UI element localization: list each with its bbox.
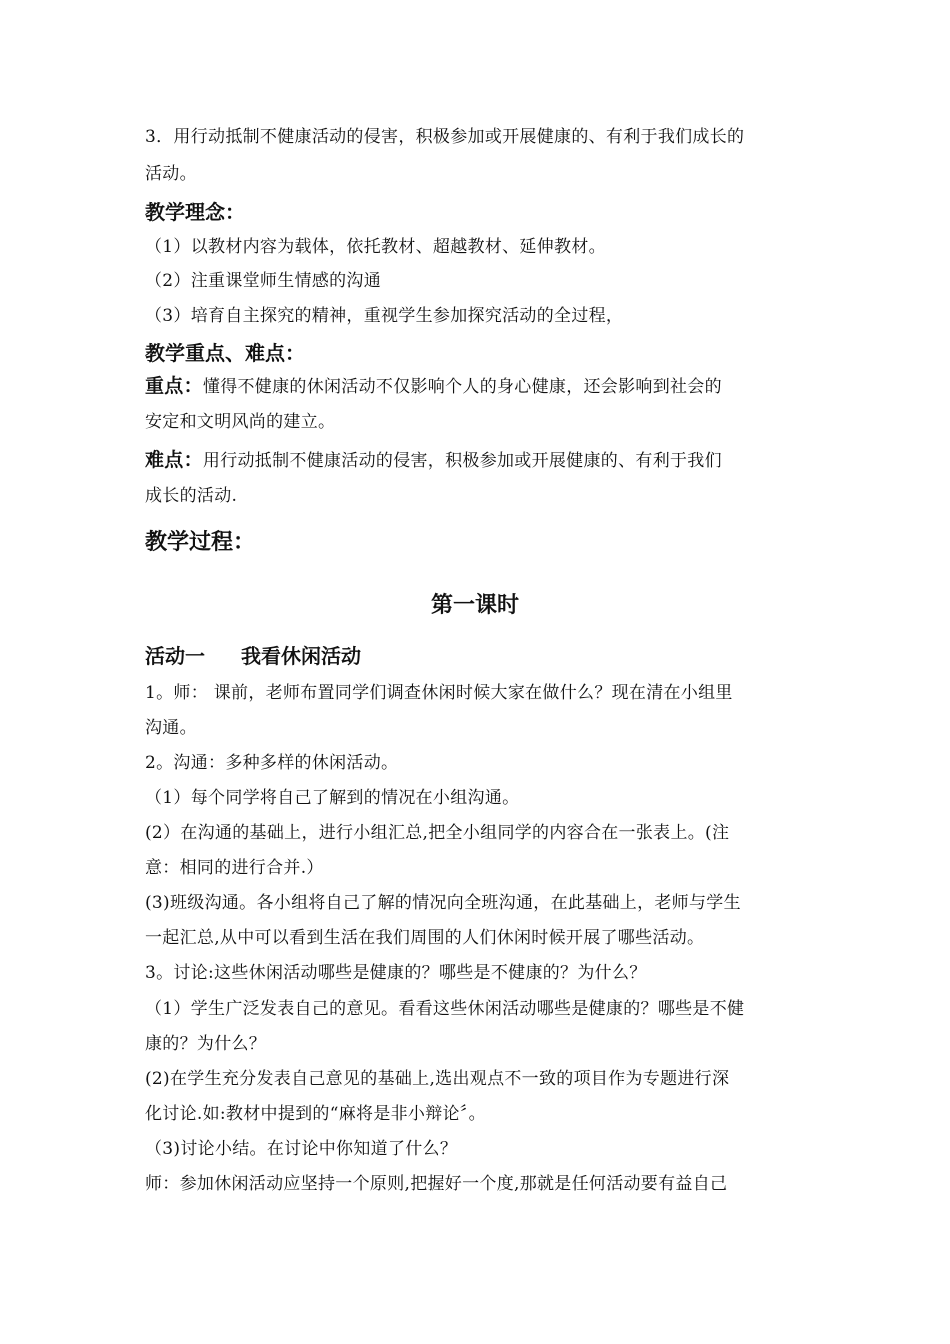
focus-text: 懂得不健康的休闲活动不仅影响个人的身心健康，还会影响到社会的 [202,377,722,397]
body-line: 康的？为什么？ [145,1034,267,1054]
body-line: （3)讨论小结。在讨论中你知道了什么？ [145,1139,458,1159]
goal-3-line-1: 3．用行动抵制不健康活动的侵害，积极参加或开展健康的、有利于我们成长的 [145,127,745,147]
lesson-title: 第一课时 [430,593,519,618]
focus-line-2: 安定和文明风尚的建立。 [145,412,336,432]
difficulty-line-2: 成长的活动. [145,486,238,506]
process-heading: 教学过程： [145,530,256,555]
philosophy-item-2: （2）注重课堂师生情感的沟通 [145,271,382,291]
activity-label: 活动一 [145,644,205,668]
body-line: 沟通。 [145,718,197,738]
body-line: 师：参加休闲活动应坚持一个原则,把握好一个度,那就是任何活动要有益自己 [145,1174,728,1194]
body-line: 意：相同的进行合并.） [145,858,324,878]
body-line: （1）学生广泛发表自己的意见。看看这些休闲活动哪些是健康的？哪些是不健 [145,999,745,1019]
difficulty-line-1 [145,449,810,472]
philosophy-item-1: （1）以教材内容为载体，依托教材、超越教材、延伸教材。 [145,237,606,257]
key-points-heading: 教学重点、难点： [145,341,305,365]
body-line: (3)班级沟通。各小组将自己了解的情况向全班沟通，在此基础上，老师与学生 [145,893,741,913]
goal-3-line-2: 活动。 [145,164,197,184]
activity-title: 我看休闲活动 [241,644,361,668]
body-line: 一起汇总,从中可以看到生活在我们周围的人们休闲时候开展了哪些活动。 [145,928,705,948]
body-line: (2）在沟通的基础上，进行小组汇总,把全小组同学的内容合在一张表上。(注 [145,823,730,843]
difficulty-text: 用行动抵制不健康活动的侵害，积极参加或开展健康的、有利于我们 [202,451,722,471]
philosophy-item-3: （3）培育自主探究的精神，重视学生参加探究活动的全过程， [145,306,624,326]
body-line: 2。沟通：多种多样的休闲活动。 [145,753,399,773]
difficulty-label: 难点： [145,449,203,471]
body-line: （1）每个同学将自己了解到的情况在小组沟通。 [145,788,520,808]
activity-heading [145,643,361,669]
focus-line-1 [145,375,810,398]
body-line: 1。师： 课前，老师布置同学们调查休闲时候大家在做什么？现在清在小组里 [145,683,733,703]
body-line: 3。讨论:这些休闲活动哪些是健康的？哪些是不健康的？为什么？ [145,963,647,983]
body-line: 化讨论.如:教材中提到的“麻将是非小辩论〞。 [145,1104,486,1124]
focus-label: 重点： [145,375,203,397]
body-line: (2)在学生充分发表自己意见的基础上,选出观点不一致的项目作为专题进行深 [145,1069,730,1089]
philosophy-heading: 教学理念： [145,200,245,224]
